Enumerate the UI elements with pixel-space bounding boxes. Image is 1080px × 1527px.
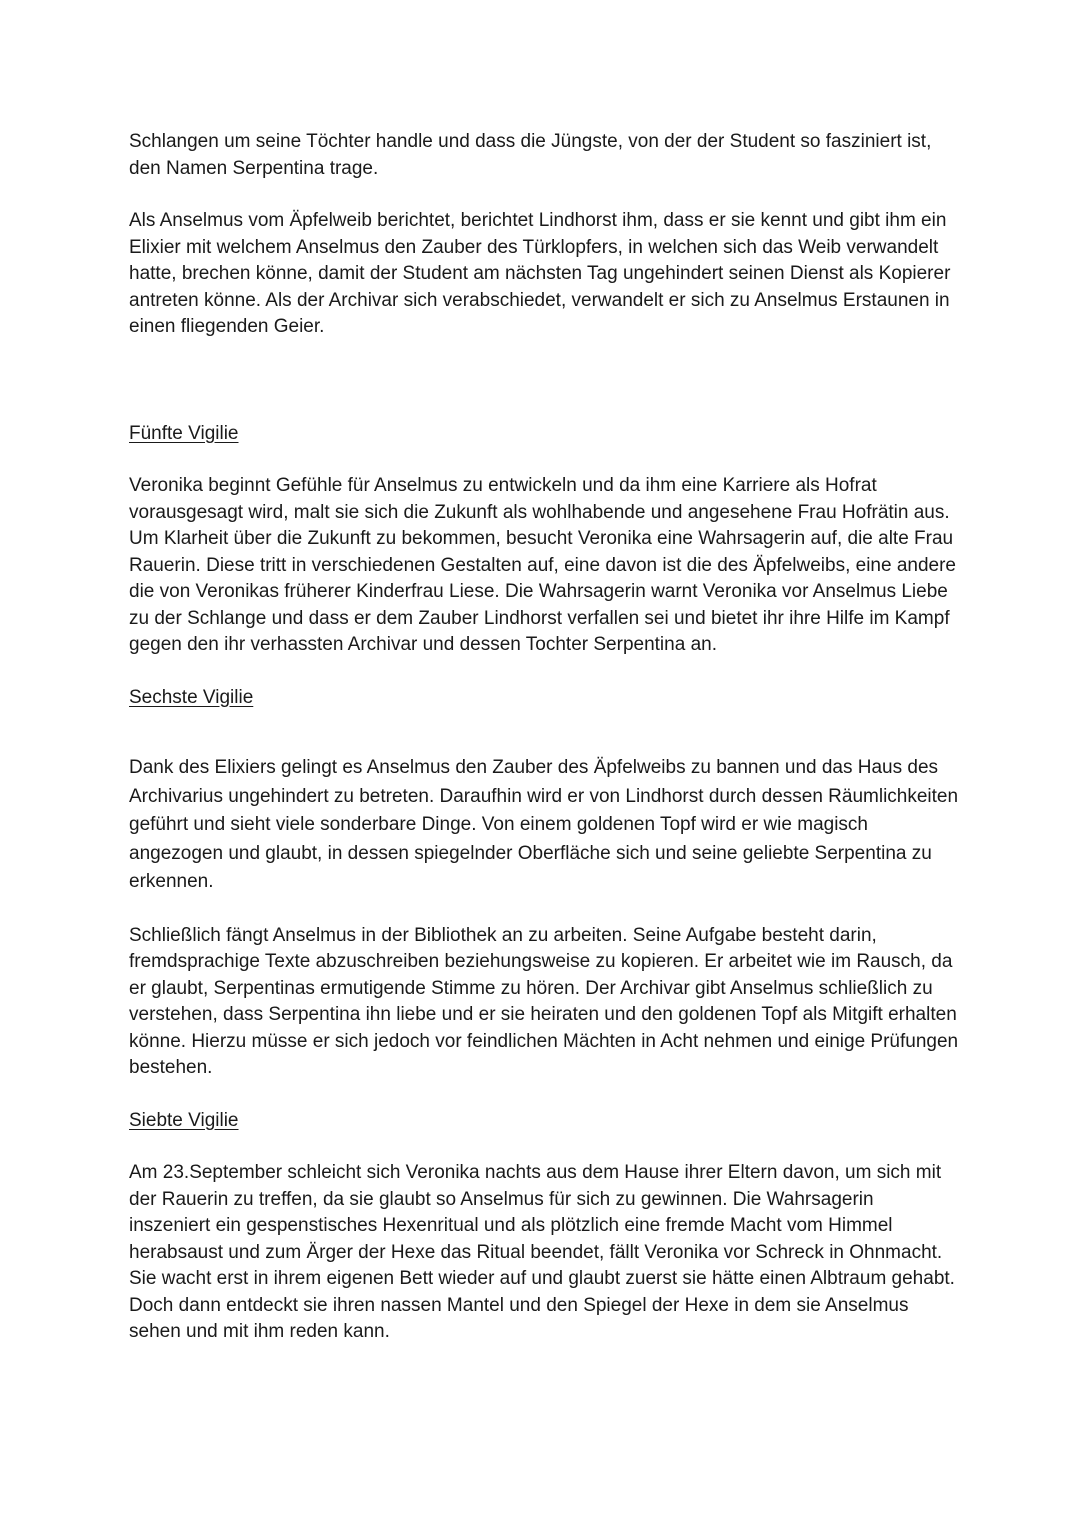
heading-sechste-vigilie: Sechste Vigilie [129, 686, 254, 708]
paragraph-bibliothek: Schließlich fängt Anselmus in der Bibliothek an zu arbeiten. Seine Aufgabe besteht darin, fremdsprachige Texte abzuschreiben beziehungsweise zu kopieren. Er arbeitet wie im Rausch, da er glaubt, Serpentinas ermutigende Stimme zu hören. Der Archivar gibt Anselmus schließlich zu verstehen, dass Serpentina ihn liebe und er sie heiraten und den goldenen Topf als Mitgift erhalten könne. Hierzu müsse er sich jedoch vor feindlichen Mächten in Acht nehmen und einige Prüfungen bestehen. [129, 924, 959, 1078]
paragraph-goldener-topf: Dank des Elixiers gelingt es Anselmus den Zauber des Äpfelweibs zu bannen und das Haus des Archivarius ungehindert zu betreten. Daraufhin wird er von Lindhorst durch dessen Räumlichkeiten geführt und sieht viele sonderbare Dinge. Von einem goldenen Topf wird er wie magisch angezogen und glaubt, in dessen spiegelnder Oberfläche sich und seine geliebte Serpentina zu erkennen. [129, 757, 959, 892]
paragraph-hexenritual: Am 23.September schleicht sich Veronika nachts aus dem Hause ihrer Eltern davon, um sich mit der Rauerin zu treffen, da sie glaubt so Anselmus für sich zu gewinnen. Die Wahrsagerin inszeniert ein gespenstisches Hexenritual und als plötzlich eine fremde Macht vom Himmel herabsaust und zum Ärger der Hexe das Ritual beendet, fällt Veronika vor Schreck in Ohnmacht. Sie wacht erst in ihrem eigenen Bett wieder auf und glaubt zuerst sie hätte einen Albtraum gehabt. Doch dann entdeckt sie ihren nassen Mantel und den Spiegel der Hexe in dem sie Anselmus sehen und mit ihm reden kann. [129, 1162, 955, 1342]
paragraph-serpentina-name: Schlangen um seine Töchter handle und dass die Jüngste, von der der Student so fasziniert ist, den Namen Serpentina trage. [129, 131, 932, 179]
document-body [129, 129, 959, 1346]
paragraph-elixier: Als Anselmus vom Äpfelweib berichtet, berichtet Lindhorst ihm, dass er sie kennt und gibt ihm ein Elixier mit welchem Anselmus den Zauber des Türklopfers, in welchen sich das Weib verwandelt hatte, brechen könne, damit der Student am nächsten Tag ungehindert seinen Dienst als Kopierer antreten könne. Als der Archivar sich verabschiedet, verwandelt er sich zu Anselmus Erstaunen in einen fliegenden Geier. [129, 210, 951, 337]
paragraph-veronika-wahrsagerin: Veronika beginnt Gefühle für Anselmus zu entwickeln und da ihm eine Karriere als Hofrat vorausgesagt wird, malt sie sich die Zukunft als wohlhabende und angesehene Frau Hofrätin aus. Um Klarheit über die Zukunft zu bekommen, besucht Veronika eine Wahrsagerin auf, die alte Frau Rauerin. Diese tritt in verschiedenen Gestalten auf, eine davon ist die des Äpfelweibs, eine andere die von Veronikas früherer Kinderfrau Liese. Die Wahrsagerin warnt Veronika vor Anselmus Liebe zu der Schlange und dass er dem Zauber Lindhorst verfallen sei und bietet ihr ihre Hilfe im Kampf gegen den ihr verhassten Archivar und dessen Tochter Serpentina an. [129, 475, 956, 655]
heading-siebte-vigilie: Siebte Vigilie [129, 1109, 239, 1131]
heading-fuenfte-vigilie: Fünfte Vigilie [129, 422, 239, 444]
